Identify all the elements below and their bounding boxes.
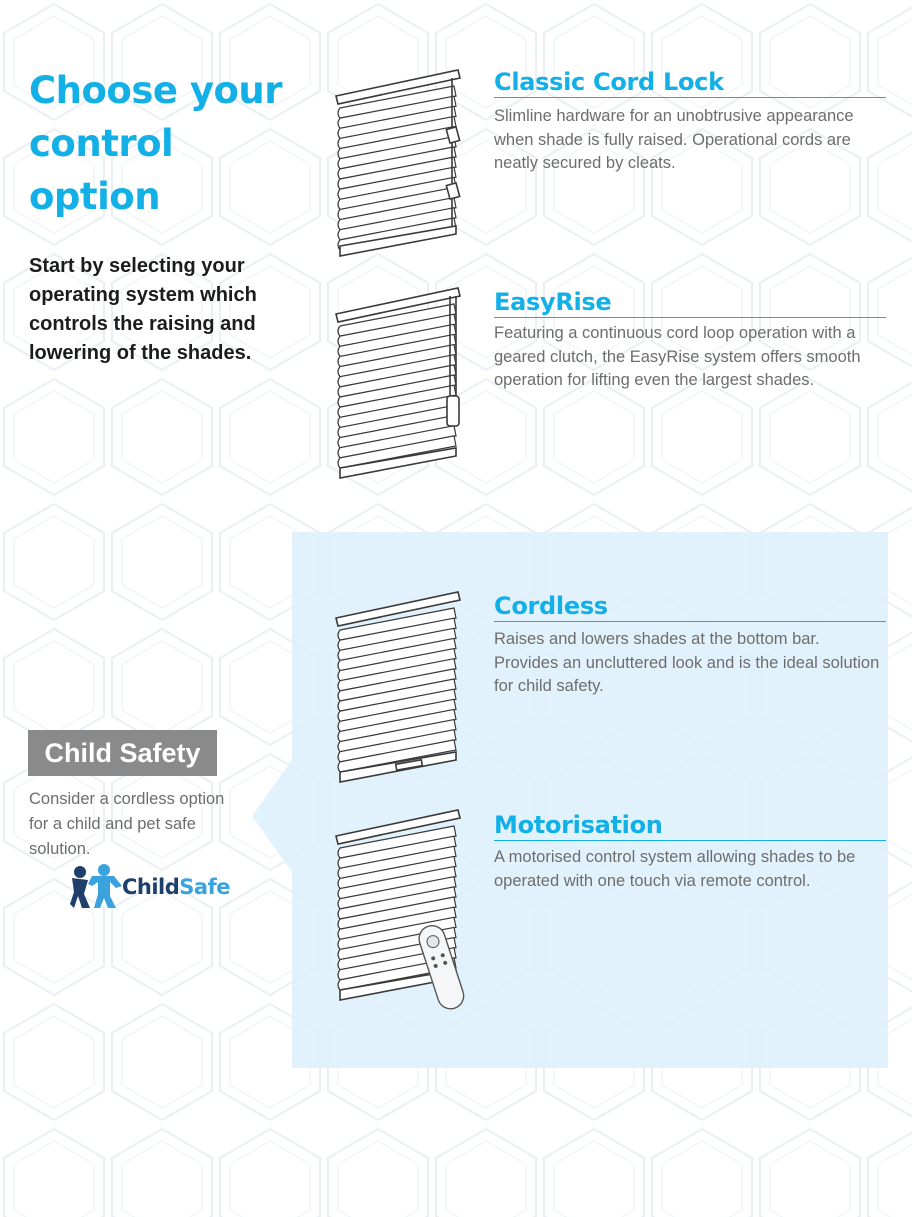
option-desc-motorisation: A motorised control system allowing shades to be operated with one touch via remote control. bbox=[494, 848, 856, 890]
panel-pointer bbox=[252, 760, 292, 872]
intro-text: Start by selecting your operating system which controls the raising and lowering of the shades. bbox=[29, 255, 257, 364]
child-safety-description: Consider a cordless option for a child and pet safe solution. bbox=[29, 790, 225, 858]
option-desc-cordless: Raises and lowers shades at the bottom bar. Provides an uncluttered look and is the ideal solution for child safety. bbox=[494, 630, 880, 695]
option-title-classic-cord-lock: Classic Cord Lock bbox=[494, 67, 886, 98]
easyrise-shade-illustration bbox=[332, 284, 468, 484]
option-title-cordless: Cordless bbox=[494, 591, 886, 622]
option-desc-classic-cord-lock: Slimline hardware for an unobtrusive appearance when shade is fully raised. Operational cords are neatly secured by cleats. bbox=[494, 107, 854, 172]
option-title-easyrise: EasyRise bbox=[494, 287, 886, 318]
page-title: Choose your control option bbox=[29, 69, 282, 218]
childsafe-logo-text: ChildSafe bbox=[122, 875, 230, 899]
option-title-motorisation: Motorisation bbox=[494, 810, 886, 841]
child-safety-heading: Child Safety bbox=[28, 730, 217, 776]
motorisation-shade-illustration bbox=[332, 806, 472, 1016]
cordless-shade-illustration bbox=[332, 588, 468, 786]
classic-cord-lock-shade-illustration bbox=[332, 66, 468, 262]
option-desc-easyrise: Featuring a continuous cord loop operation with a geared clutch, the EasyRise system offers smooth operation for lifting even the largest shades. bbox=[494, 324, 861, 389]
